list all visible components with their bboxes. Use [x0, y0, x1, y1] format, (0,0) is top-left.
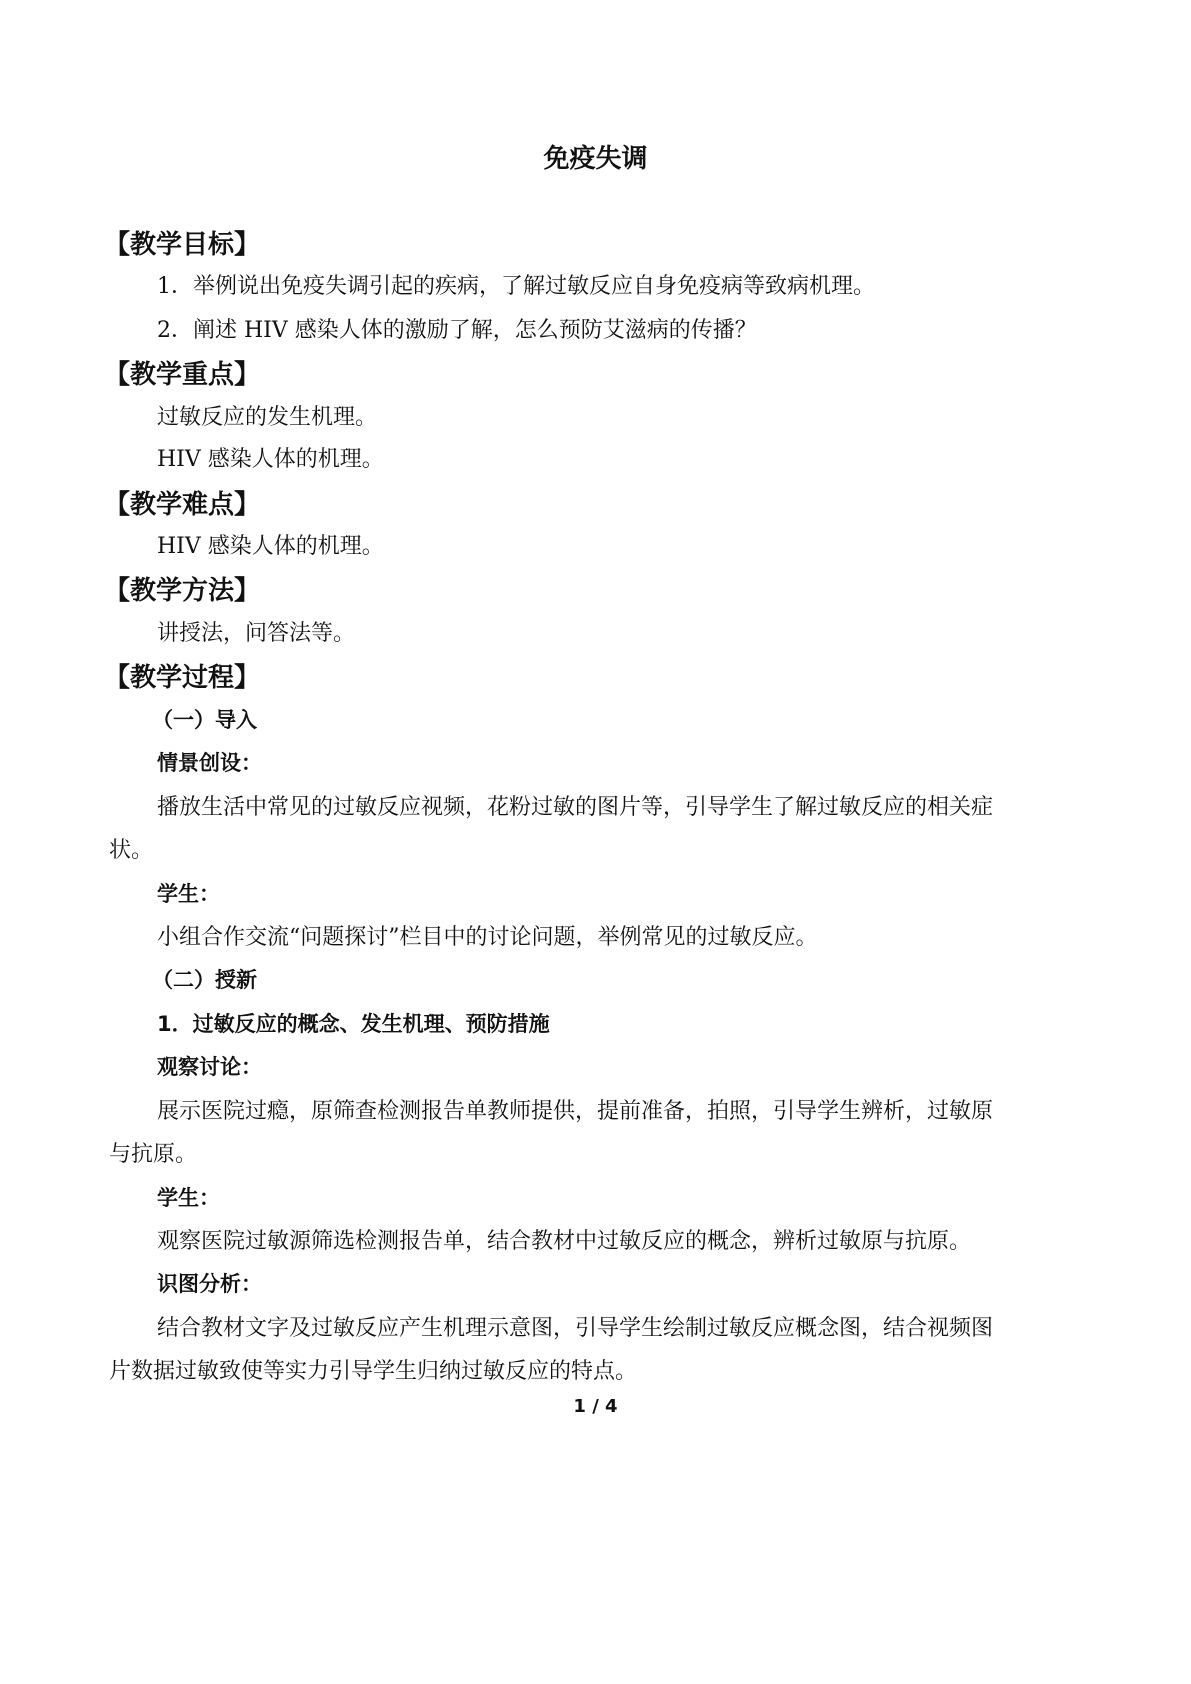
section-heading-objectives: 【教学目标】 — [104, 230, 261, 260]
process-part-1-title: （一）导入 — [152, 708, 257, 732]
observe-label: 观察讨论： — [157, 1055, 262, 1079]
section-heading-key-points: 【教学重点】 — [104, 360, 261, 390]
student-text-1: 小组合作交流“问题探讨”栏目中的讨论问题，举例常见的过敏反应。 — [157, 925, 818, 950]
section-heading-difficulties: 【教学难点】 — [104, 490, 261, 520]
observe-text-line-2: 与抗原。 — [109, 1142, 198, 1167]
student-text-2: 观察医院过敏源筛选检测报告单，结合教材中过敏反应的概念，辨析过敏原与抗原。 — [157, 1229, 972, 1254]
key-point-item-1: 过敏反应的发生机理。 — [157, 405, 378, 430]
difficulty-item-1: HIV 感染人体的机理。 — [157, 534, 384, 559]
method-item-1: 讲授法，问答法等。 — [157, 621, 356, 646]
process-part-2-title: （二）授新 — [152, 968, 257, 992]
section-heading-methods: 【教学方法】 — [104, 576, 261, 606]
key-point-item-2: HIV 感染人体的机理。 — [157, 447, 384, 472]
scenario-text-line-1: 播放生活中常见的过敏反应视频，花粉过敏的图片等，引导学生了解过敏反应的相关症 — [157, 795, 994, 820]
observe-text-line-1: 展示医院过瘾，原筛查检测报告单教师提供，提前准备，拍照，引导学生辨析，过敏原 — [157, 1099, 994, 1124]
section-heading-process: 【教学过程】 — [104, 663, 261, 693]
page-indicator: 1 / 4 — [573, 1396, 618, 1417]
objective-item-2: 2．阐述 HIV 感染人体的激励了解，怎么预防艾滋病的传播？ — [157, 318, 757, 343]
analysis-text-line-1: 结合教材文字及过敏反应产生机理示意图，引导学生绘制过敏反应概念图，结合视频图 — [157, 1316, 994, 1341]
objective-item-1: 1．举例说出免疫失调引起的疾病，了解过敏反应自身免疫病等致病机理。 — [157, 274, 875, 299]
scenario-label: 情景创设： — [157, 751, 262, 775]
scenario-text-line-2: 状。 — [109, 838, 154, 863]
student-label-2: 学生： — [157, 1186, 220, 1210]
document-title: 免疫失调 — [543, 144, 648, 174]
student-label-1: 学生： — [157, 882, 220, 906]
analysis-label: 识图分析： — [157, 1272, 262, 1296]
analysis-text-line-2: 片数据过敏致使等实力引导学生归纳过敏反应的特点。 — [109, 1359, 638, 1384]
topic-1-title: 1．过敏反应的概念、发生机理、预防措施 — [157, 1012, 550, 1036]
